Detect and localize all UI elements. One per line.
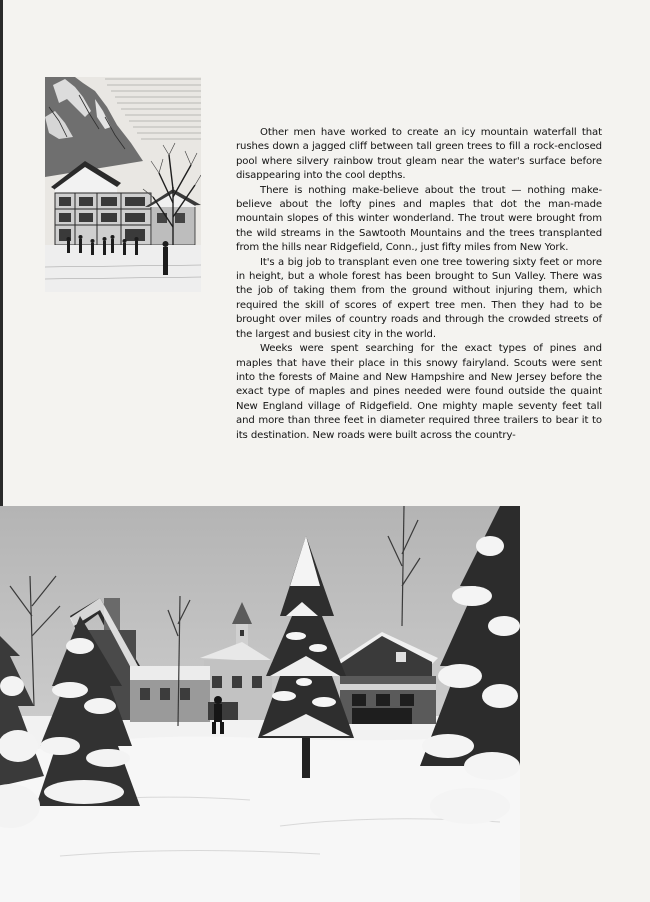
- article-paragraph: It's a big job to transplant even one tree towering sixty feet or more in height, but a whole forest has been brought to Sun Valley. There was the job of taking them from the ground without injuring them, which required the skill of scores of expert tree men. Then they had to be brought over miles of country roads and through the crowded streets of the largest and busiest city in the world.: [236, 256, 602, 340]
- article-paragraph: Other men have worked to create an icy mountain waterfall that rushes down a jagged cliff between tall green trees to fill a rock-enclosed pool where silvery rainbow trout gleam near the water's surface before disappearing into the cool depths.: [236, 127, 602, 182]
- article-paragraph: There is nothing make-believe about the trout — nothing make-believe about the lofty pines and maples that dot the man-made mountain slopes of this winter wonderland. The trout were brought from the wild streams in the Sawtooth Mountains and the trees transplanted from the hills near Ridgefield, Conn., just fifty miles from New York.: [236, 184, 602, 254]
- article-body: [236, 126, 602, 443]
- article-paragraph: Weeks were spent searching for the exact types of pines and maples that have their place in this snowy fairyland. Scouts were sent into the forests of Maine and New Hampshire and New Jersey before the exact type of maples and pines needed were found outside the quaint New England village of Ridgefield. One mighty maple seventy feet tall and more than three feet in diameter required three trailers to bear it to its destination. New roads were built across the country-: [236, 343, 602, 441]
- chalet-sketch-illustration: [45, 77, 201, 292]
- winter-village-photograph: [0, 506, 520, 902]
